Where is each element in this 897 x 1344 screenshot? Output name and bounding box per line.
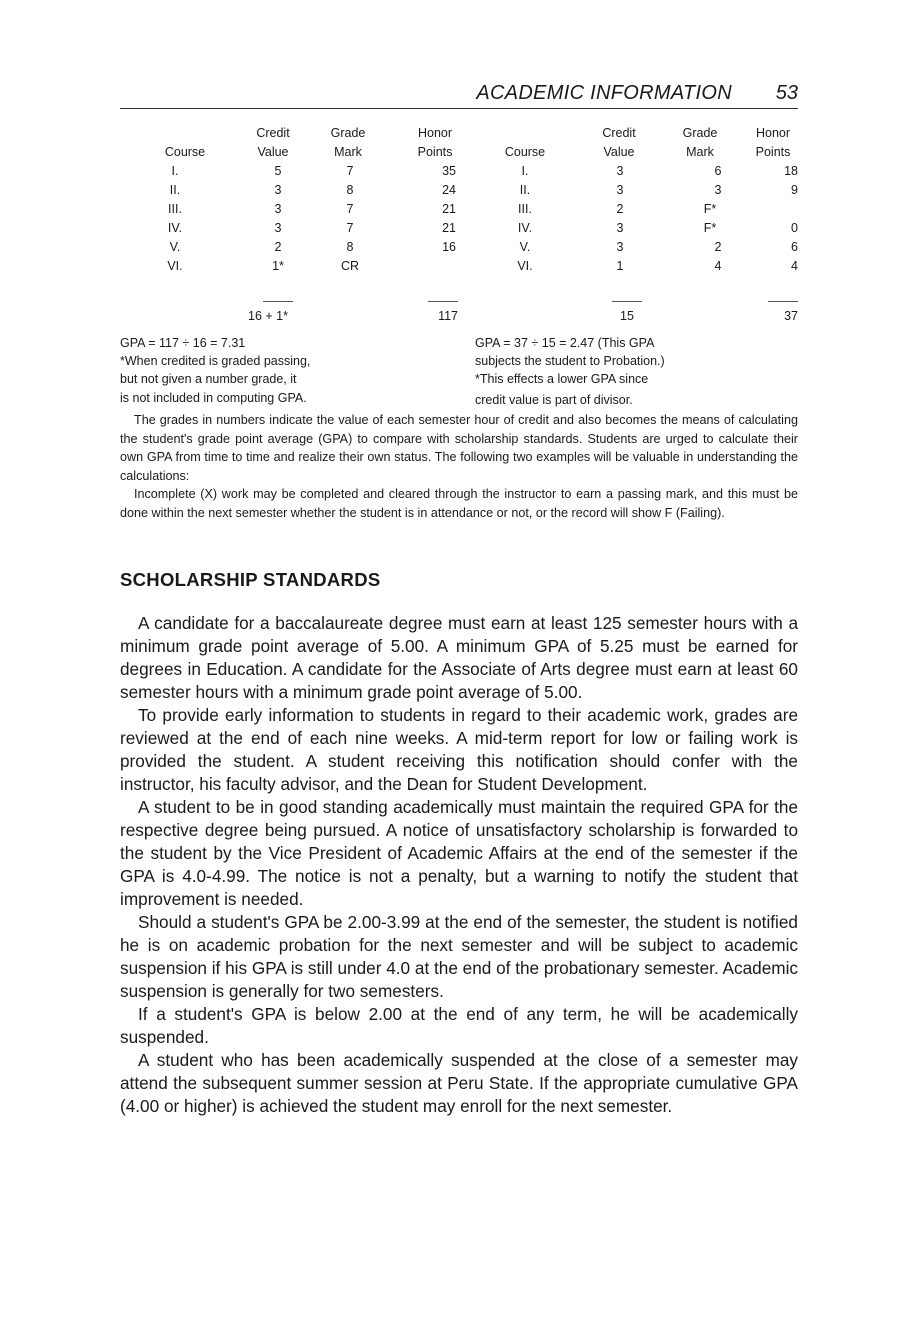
table-cell-points: 4 [791, 259, 798, 273]
footnote-2: subjects the student to Probation.) [475, 354, 665, 368]
col-header-credit: Credit [256, 126, 290, 140]
table-cell-points: 0 [791, 221, 798, 235]
col-header-course: Course [504, 145, 546, 159]
table-cell-credit: 3 [616, 164, 624, 178]
body-paragraph: If a student's GPA is below 2.00 at the end of any term, he will be academically suspended. [120, 1004, 798, 1047]
gpa-calculation-2: GPA = 37 ÷ 15 = 2.47 (This GPA [475, 336, 655, 350]
table-cell-course: V. [519, 240, 531, 254]
body-paragraph: A student to be in good standing academically must maintain the required GPA for the respective degree being pursued. A notice of unsatisfactory scholarship is forwarded to the student by the Vice President of Academic Affairs at the end of the semester if the GPA is 4.0-4.99. The notice is not a penalty, but a warning to notify the student that improvement is needed. [120, 797, 798, 909]
table-cell-grade: 6 [714, 164, 722, 178]
col-header-grade: Grade [330, 126, 366, 140]
page-number: 53 [775, 82, 798, 104]
col-header-credit: Credit [602, 126, 636, 140]
table-cell-credit: 3 [616, 240, 624, 254]
col-header-points: Honor [417, 126, 453, 140]
footnote-1: is not included in computing GPA. [120, 391, 307, 405]
sum-rule [612, 301, 642, 302]
table-cell-grade: F* [703, 202, 717, 216]
table-cell-grade: 8 [346, 240, 354, 254]
explanation-paragraph: The grades in numbers indicate the value of each semester hour of credit and also becomes the means of calculating the student's grade point average (GPA) to compare with scholarship standards. Students are urged to calculate their own GPA from time to time and realize their own status. The following two examples will be valuable in understanding the calculations: [120, 413, 798, 483]
table-cell-credit: 2 [274, 240, 282, 254]
table-cell-credit: 3 [616, 183, 624, 197]
body-paragraph: A student who has been academically suspended at the close of a semester may attend the subsequent summer session at Peru State. If the appropriate cumulative GPA (4.00 or higher) is achieved the student may enroll for the next semester. [120, 1050, 798, 1116]
col-header-points: Points [417, 145, 453, 159]
table-cell-credit: 2 [616, 202, 624, 216]
sum-rule [768, 301, 798, 302]
table-cell-points: 16 [442, 240, 456, 254]
credit-total: 15 [620, 309, 634, 323]
table-cell-course: IV. [167, 221, 183, 235]
table-cell-grade: F* [703, 221, 717, 235]
table-cell-points: 21 [442, 221, 456, 235]
gpa-calculation-1: GPA = 117 ÷ 16 = 7.31 [120, 336, 246, 350]
col-header-grade: Mark [686, 145, 714, 159]
table-cell-credit: 3 [616, 221, 624, 235]
col-header-grade: Grade [682, 126, 718, 140]
table-cell-course: IV. [517, 221, 533, 235]
body-paragraph: Should a student's GPA be 2.00-3.99 at the end of the semester, the student is notified he is on academic probation for the next semester and will be subject to academic suspension if his GPA is still under 4.0 at the end of the probationary semester. Academic suspension is generally for two semesters. [120, 912, 799, 1001]
table-cell-points: 9 [791, 183, 798, 197]
table-cell-course: II. [169, 183, 181, 197]
table-cell-course: II. [519, 183, 531, 197]
table-cell-credit: 3 [274, 183, 282, 197]
col-header-credit: Value [603, 145, 635, 159]
table-cell-grade: CR [340, 259, 360, 273]
table-cell-points: 35 [442, 164, 456, 178]
table-cell-grade: 7 [346, 202, 354, 216]
col-header-grade: Mark [334, 145, 362, 159]
table-cell-grade: 3 [714, 183, 722, 197]
table-cell-points: 21 [442, 202, 456, 216]
body-paragraph: To provide early information to students in regard to their academic work, grades are reviewed at the end of each nine weeks. A mid-term report for low or failing work is provided the student. A student receiving this notification should confer with the instructor, his faculty advisor, and the Dean for Student Development. [120, 705, 798, 794]
body-paragraph: A candidate for a baccalaureate degree must earn at least 125 semester hours with a minimum grade point average of 5.00. A minimum GPA of 5.25 must be earned for degrees in Education. A candidate for the Associate of Arts degree must earn at least 60 semester hours with a minimum grade point average of 5.00. [120, 613, 798, 702]
table-cell-grade: 2 [714, 240, 722, 254]
table-cell-points: 6 [791, 240, 798, 254]
table-cell-points: 18 [784, 164, 798, 178]
table-cell-grade: 7 [346, 164, 354, 178]
col-header-points: Points [755, 145, 791, 159]
table-cell-credit: 3 [274, 221, 282, 235]
table-cell-course: III. [168, 202, 182, 216]
points-total: 37 [784, 309, 798, 323]
header-title: ACADEMIC INFORMATION [476, 82, 732, 104]
col-header-course: Course [164, 145, 206, 159]
table-cell-course: I. [171, 164, 179, 178]
footnote-1: *When credited is graded passing, [120, 354, 311, 368]
footnote-2: *This effects a lower GPA since [475, 372, 649, 386]
table-cell-credit: 5 [274, 164, 282, 178]
credit-total: 16 + 1* [248, 309, 288, 323]
scholarship-standards-body [120, 612, 798, 1118]
footnote-1: but not given a number grade, it [120, 372, 297, 386]
table-cell-grade: 7 [346, 221, 354, 235]
table-cell-course: VI. [517, 259, 533, 273]
col-header-credit: Value [257, 145, 289, 159]
table-cell-points: 24 [442, 183, 456, 197]
table-cell-course: III. [518, 202, 532, 216]
table-cell-grade: 8 [346, 183, 354, 197]
table-cell-course: I. [521, 164, 529, 178]
table-cell-credit: 1 [616, 259, 624, 273]
col-header-points: Honor [755, 126, 791, 140]
section-heading: SCHOLARSHIP STANDARDS [120, 569, 381, 590]
table-cell-course: VI. [167, 259, 183, 273]
table-cell-credit: 1* [272, 259, 284, 273]
table-cell-course: V. [169, 240, 181, 254]
footnote-2: credit value is part of divisor. [475, 393, 633, 407]
points-total: 117 [438, 309, 458, 323]
table-cell-grade: 4 [714, 259, 722, 273]
incomplete-paragraph: Incomplete (X) work may be completed and cleared through the instructor to earn a passing mark, and this must be done within the next semester whether the student is in attendance or not, or the record will show F (Failing). [120, 487, 798, 520]
table-cell-credit: 3 [274, 202, 282, 216]
